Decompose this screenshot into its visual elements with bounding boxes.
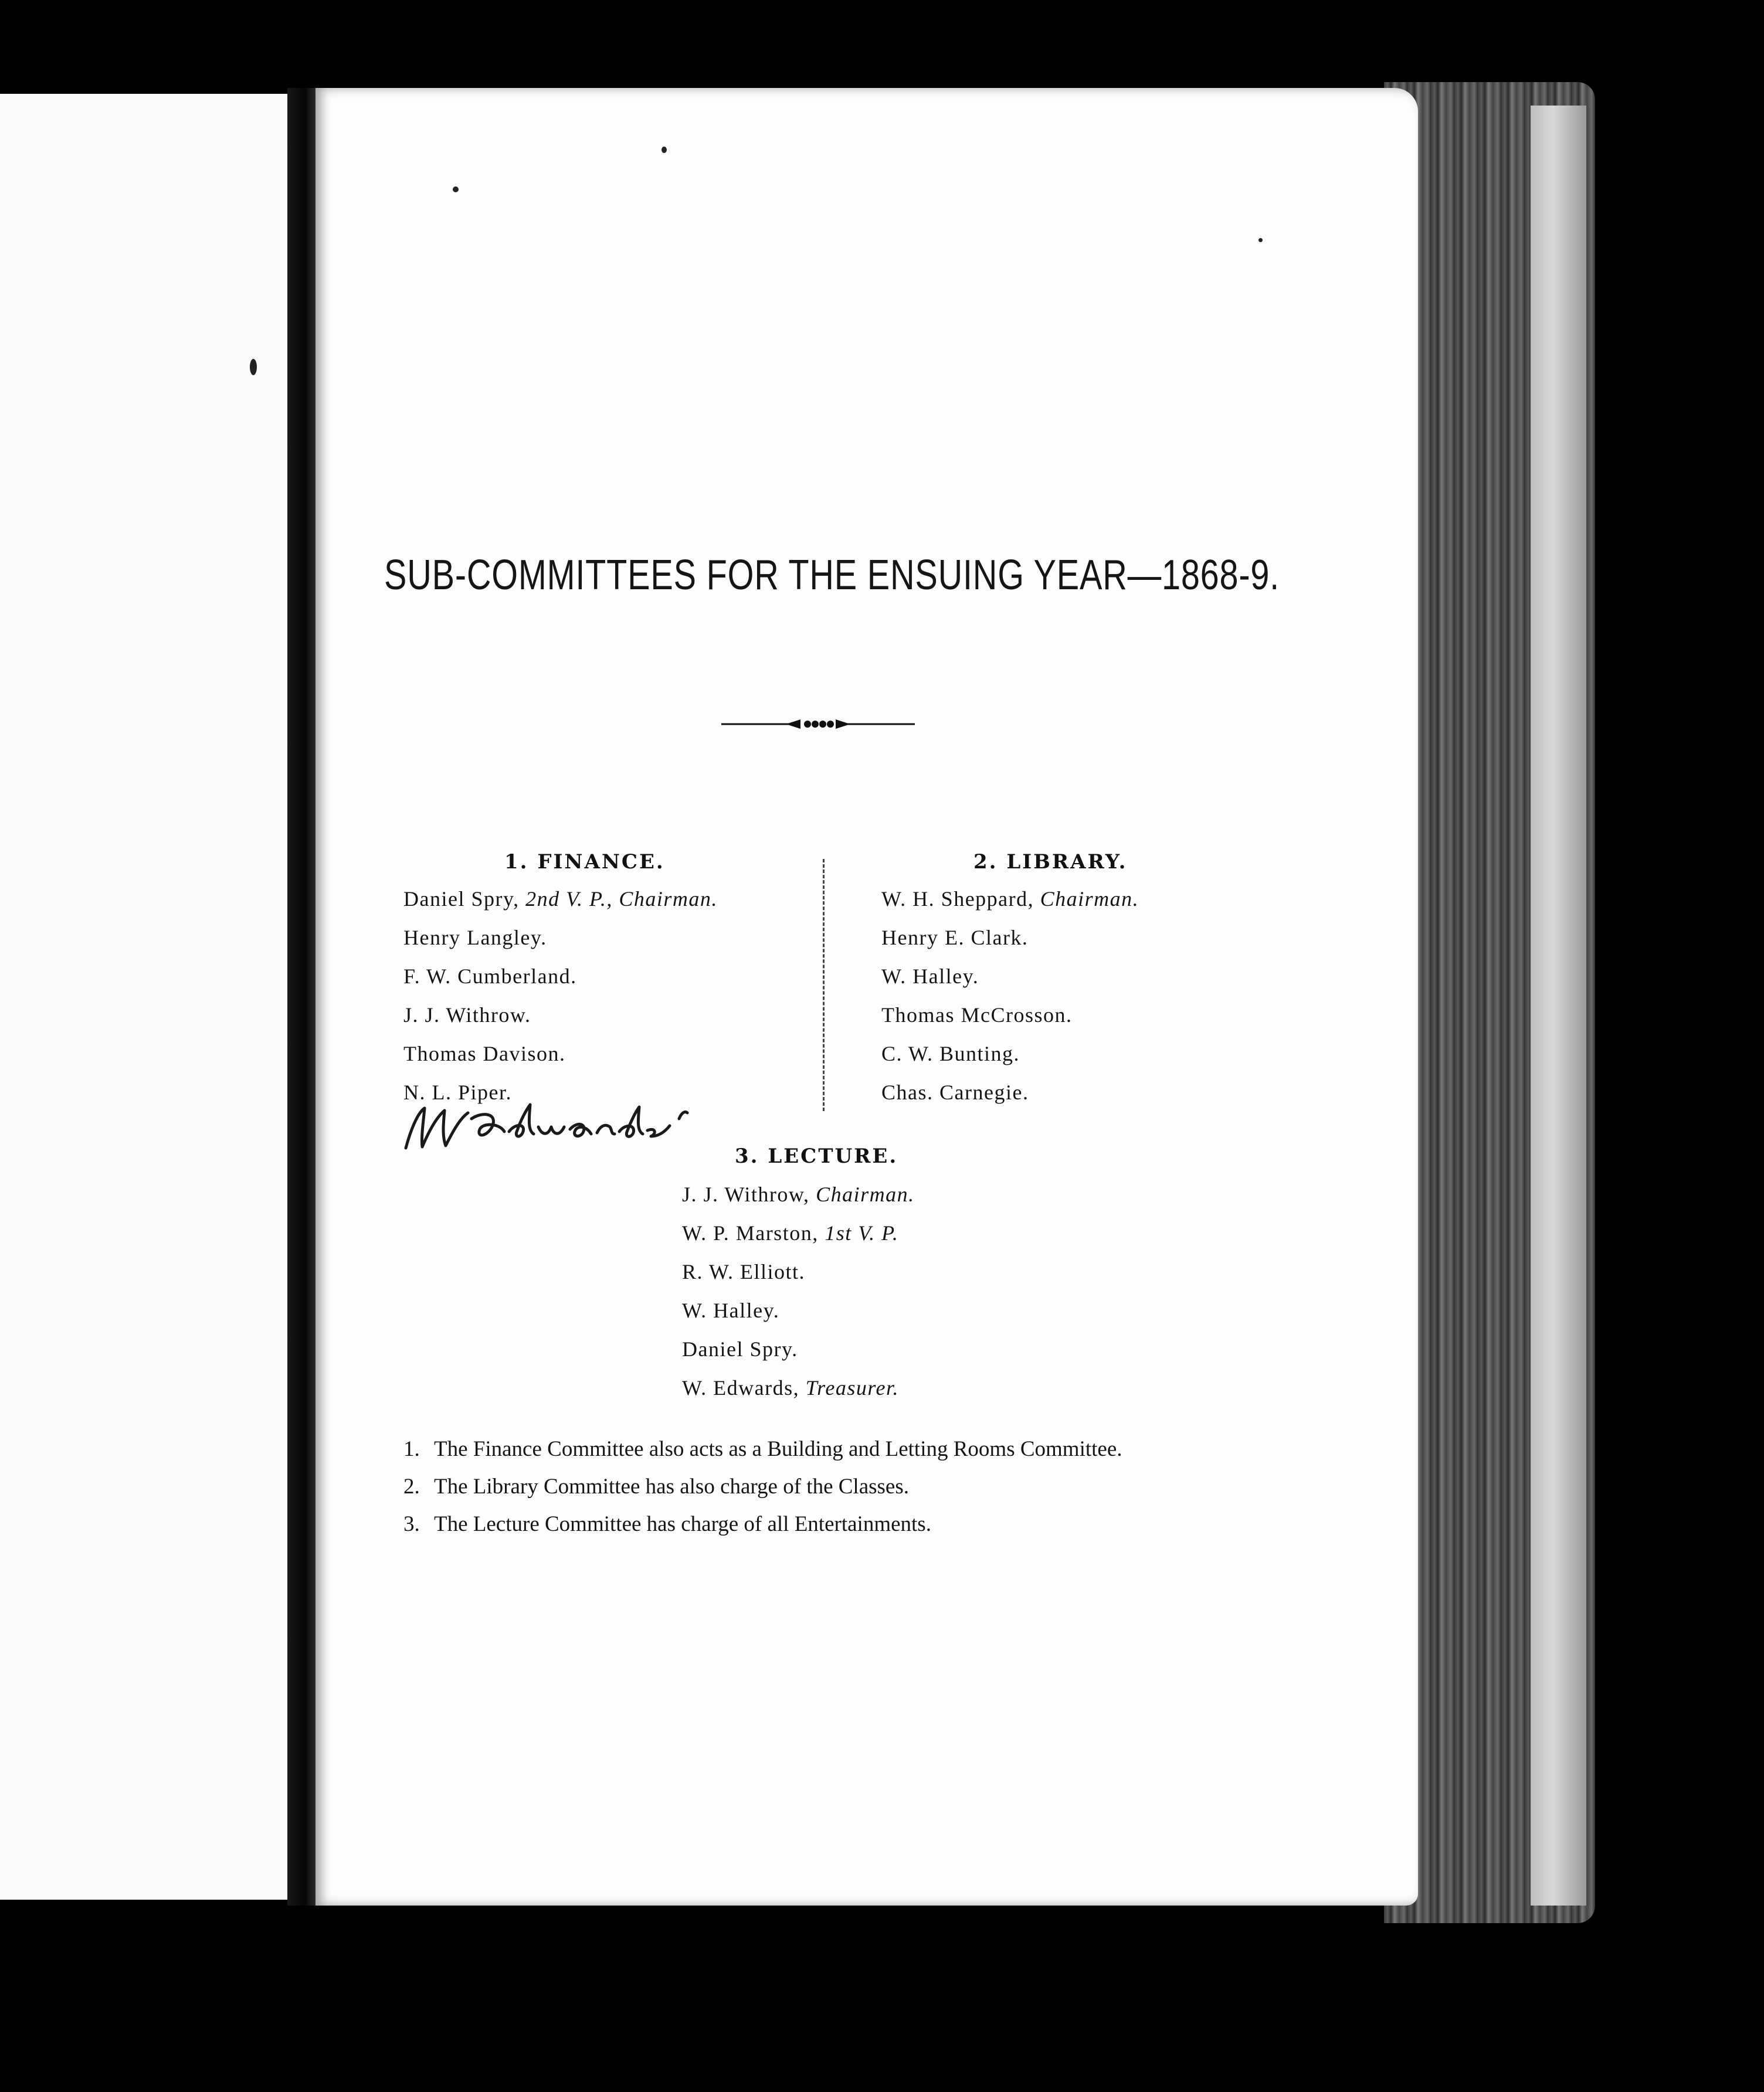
list-item <box>682 1291 915 1330</box>
member-name: W. Halley. <box>881 965 979 988</box>
dust-speck <box>453 186 459 192</box>
note-number: 3. <box>403 1512 420 1536</box>
handwritten-signature <box>394 1095 722 1160</box>
member-name: R. W. Elliott. <box>682 1260 806 1283</box>
dust-speck <box>1258 238 1263 242</box>
member-name: W. P. Marston, <box>682 1221 819 1245</box>
lecture-member-list <box>682 1175 915 1407</box>
list-item <box>403 957 718 996</box>
member-role: Treasurer. <box>805 1376 900 1400</box>
list-item <box>682 1214 915 1252</box>
list-item <box>403 1506 1122 1543</box>
member-name: N. L. Piper. <box>403 1081 512 1104</box>
member-name: W. H. Sheppard, <box>881 887 1034 911</box>
page-edges-highlight <box>1531 106 1586 1906</box>
dust-speck <box>662 147 667 153</box>
list-item <box>403 996 718 1034</box>
list-item <box>682 1330 915 1368</box>
list-item <box>881 996 1139 1034</box>
member-role: Chairman. <box>1040 887 1139 911</box>
note-number: 2. <box>403 1475 420 1499</box>
list-item <box>881 879 1139 918</box>
member-role: Chairman. <box>816 1183 915 1206</box>
list-item <box>682 1252 915 1291</box>
list-item <box>881 957 1139 996</box>
library-heading: 2. LIBRARY. <box>973 850 1128 874</box>
list-item <box>403 1034 718 1073</box>
note-text: The Library Committee has also charge of the Classes. <box>434 1475 910 1499</box>
member-name: Daniel Spry. <box>682 1337 798 1361</box>
finance-member-list <box>403 879 718 1112</box>
note-number: 1. <box>403 1437 420 1461</box>
list-item <box>682 1368 915 1407</box>
member-name: Chas. Carnegie. <box>881 1081 1029 1104</box>
member-name: J. J. Withrow, <box>682 1183 810 1206</box>
list-item <box>403 1468 1122 1506</box>
library-member-list <box>881 879 1139 1112</box>
list-item <box>403 1431 1122 1468</box>
member-name: F. W. Cumberland. <box>403 965 577 988</box>
member-name: Thomas Davison. <box>403 1042 566 1065</box>
list-item <box>682 1175 915 1214</box>
committee-notes <box>403 1431 1122 1543</box>
dust-speck <box>250 359 257 375</box>
member-role: 1st V. P. <box>825 1221 899 1245</box>
member-role: 2nd V. P., Chairman. <box>525 887 718 911</box>
lecture-heading: 3. LECTURE. <box>735 1145 898 1168</box>
note-text: The Lecture Committee has charge of all Entertainments. <box>434 1512 931 1536</box>
member-name: J. J. Withrow. <box>403 1003 531 1027</box>
list-item <box>881 918 1139 957</box>
member-name: Henry E. Clark. <box>881 926 1029 949</box>
list-item <box>403 918 718 957</box>
member-name: Daniel Spry, <box>403 887 520 911</box>
list-item <box>403 879 718 918</box>
ornamental-divider <box>721 712 915 736</box>
column-divider <box>823 859 825 1111</box>
left-page <box>0 94 287 1900</box>
member-name: C. W. Bunting. <box>881 1042 1020 1065</box>
finance-heading: 1. FINANCE. <box>504 850 665 874</box>
book-gutter <box>287 88 316 1906</box>
member-name: W. Edwards, <box>682 1376 800 1400</box>
member-name: Henry Langley. <box>403 926 547 949</box>
member-name: W. Halley. <box>682 1299 780 1322</box>
member-name: Thomas McCrosson. <box>881 1003 1073 1027</box>
page-title: SUB-COMMITTEES FOR THE ENSUING YEAR—1868-9. <box>384 552 1280 599</box>
list-item <box>881 1073 1139 1112</box>
list-item <box>881 1034 1139 1073</box>
note-text: The Finance Committee also acts as a Building and Letting Rooms Committee. <box>434 1437 1122 1461</box>
